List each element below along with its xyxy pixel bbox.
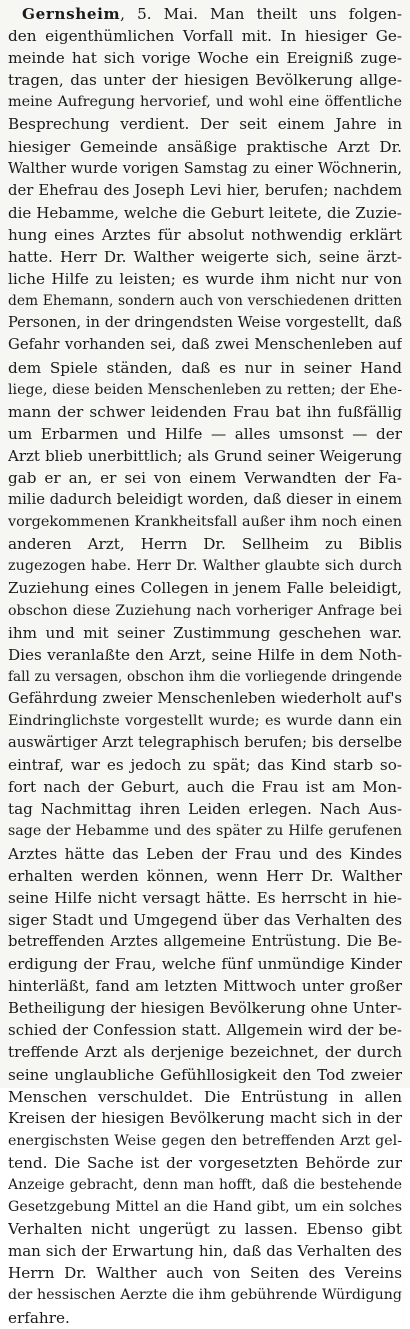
article-line: siger Stadt und Umgegend über das Verhalten des (8, 910, 402, 929)
article-line: Zuziehung eines Collegen in jenem Falle beleidigt, (8, 579, 402, 598)
article-line: Dies veranlaßte den Arzt, seine Hilfe in dem Noth- (8, 645, 402, 664)
article-body (8, 3, 402, 1329)
article-line (8, 3, 402, 25)
dateline-place: Gernsheim (22, 5, 121, 23)
article-line: Arzt blieb unerbittlich; als Grund seiner Weigerung (8, 446, 402, 465)
article-line: meine Aufregung hervorief, und wohl eine öffentliche (8, 94, 402, 111)
article-line: betreffenden Arztes allgemeine Entrüstung. Die Be- (8, 932, 402, 950)
article-line: tragen, das unter der hiesigen Bevölkerung allge- (8, 71, 402, 90)
article-line: hatte. Herr Dr. Walther weigerte sich, seine ärzt- (8, 248, 402, 267)
article-line: seine Hilfe nicht versagt hätte. Es herrscht in hie- (8, 888, 402, 907)
article-line: vorgekommenen Krankheitsfall außer ihm noch einen (8, 514, 402, 531)
article-line: Gefahr vorhanden sei, daß zwei Menschenleben auf (8, 336, 402, 354)
article-line: Menschen verschuldet. Die Entrüstung in allen (8, 1087, 402, 1106)
article-line: Kreisen der hiesigen Bevölkerung macht sich in der (8, 1109, 402, 1127)
article-line: eintraf, war es jedoch zu spät; das Kind starb so- (8, 756, 402, 775)
article-line: milie dadurch beleidigt worden, daß dieser in einem (8, 491, 402, 509)
article-line: tend. Die Sache ist der vorgesetzten Behörde zur (8, 1153, 402, 1172)
article-line: Eindringlichste vorgestellt wurde; es wurde dann ein (8, 713, 402, 729)
article-line: Anzeige gebracht, denn man hofft, daß die bestehende (8, 1176, 402, 1193)
article-line: hiesiger Gemeinde ansäßige praktische Arzt Dr. (8, 137, 402, 156)
article-line: erhalten werden können, wenn Herr Dr. Walther (8, 866, 402, 885)
article-line: Betheiligung der hiesigen Bevölkerung ohne Unter- (8, 999, 402, 1018)
article-line: schied der Confession statt. Allgemein wird der be- (8, 1021, 402, 1040)
article-line: dem Ehemann, sondern auch von verschiedenen dritten (8, 293, 402, 310)
article-line: Personen, in der dringendsten Weise vorgestellt, daß (8, 314, 402, 332)
article-line: mann der schwer leidenden Frau bat ihn fußfällig (8, 402, 402, 421)
dateline-date: , 5. Mai. Man theilt uns folgen- (120, 5, 402, 23)
article-line: Herrn Dr. Walther auch von Seiten des Vereins (8, 1264, 402, 1283)
article-line: liege, diese beiden Menschenleben zu retten; der Ehe- (8, 381, 402, 398)
article-line: sage der Hebamme und des später zu Hilfe gerufenen (8, 823, 402, 840)
article-line: Gefährdung zweier Menschenleben wiederholt auf's (8, 689, 402, 707)
article-line: Besprechung verdient. Der seit einem Jahre in (8, 115, 402, 134)
article-line: fall zu versagen, obschon ihm die vorliegende dringende (8, 668, 402, 685)
article-line: meinde hat sich vorige Woche ein Ereigniß zuge- (8, 49, 402, 68)
article-line: hung eines Arztes für absolut nothwendig erklärt (8, 225, 402, 244)
article-line: auswärtiger Arzt telegraphisch berufen; bis derselbe (8, 734, 402, 752)
article-line: dem Spiele ständen, daß es nur in seiner Hand (8, 358, 402, 377)
article-line: energischsten Weise gegen den betreffenden Arzt gel- (8, 1132, 402, 1149)
article-line: um Erbarmen und Hilfe — alles umsonst — der (8, 424, 402, 443)
article-line: Verhalten nicht ungerügt zu lassen. Ebenso gibt (8, 1220, 402, 1239)
article-line: tag Nachmittag ihren Leiden erlegen. Nach Aus- (8, 800, 402, 819)
article-line: der hessischen Aerzte die ihm gebührende Würdigung (8, 1287, 402, 1304)
article-line: gab er an, er sei von einem Verwandten der Fa- (8, 468, 402, 487)
article-line: ihm und mit seiner Zustimmung geschehen war. (8, 623, 402, 642)
article-line: Gesetzgebung Mittel an die Hand gibt, um ein solches (8, 1199, 402, 1216)
article-line: anderen Arzt, Herrn Dr. Sellheim zu Biblis (8, 535, 402, 554)
article-line: man sich der Erwartung hin, daß das Verhalten des (8, 1242, 402, 1261)
article-line: treffende Arzt als derjenige bezeichnet, der durch (8, 1043, 402, 1062)
article-line: hinterläßt, fand am letzten Mittwoch unter großer (8, 977, 402, 996)
article-line: zugezogen habe. Herr Dr. Walther glaubte sich durch (8, 558, 402, 575)
article-line: liche Hilfe zu leisten; es wurde ihm nicht nur von (8, 270, 402, 289)
article-line: Arztes hätte das Leben der Frau und des Kindes (8, 844, 402, 863)
article-line: fort nach der Geburt, auch die Frau ist am Mon- (8, 778, 402, 797)
article-line: den eigenthümlichen Vorfall mit. In hiesiger Ge- (8, 27, 402, 46)
article-line: erdigung der Frau, welche fünf unmündige Kinder (8, 955, 402, 974)
article-line: die Hebamme, welche die Geburt leitete, die Zuzie- (8, 203, 402, 222)
article-line: seine unglaubliche Gefühllosigkeit den Tod zweier (8, 1065, 402, 1084)
article-line-final: erfahre. (8, 1308, 70, 1327)
article-line: Walther wurde vorigen Samstag zu einer Wöchnerin, (8, 159, 402, 177)
article-line: obschon diese Zuziehung nach vorheriger Anfrage bei (8, 602, 402, 619)
article-line: der Ehefrau des Joseph Levi hier, berufen; nachdem (8, 181, 402, 199)
